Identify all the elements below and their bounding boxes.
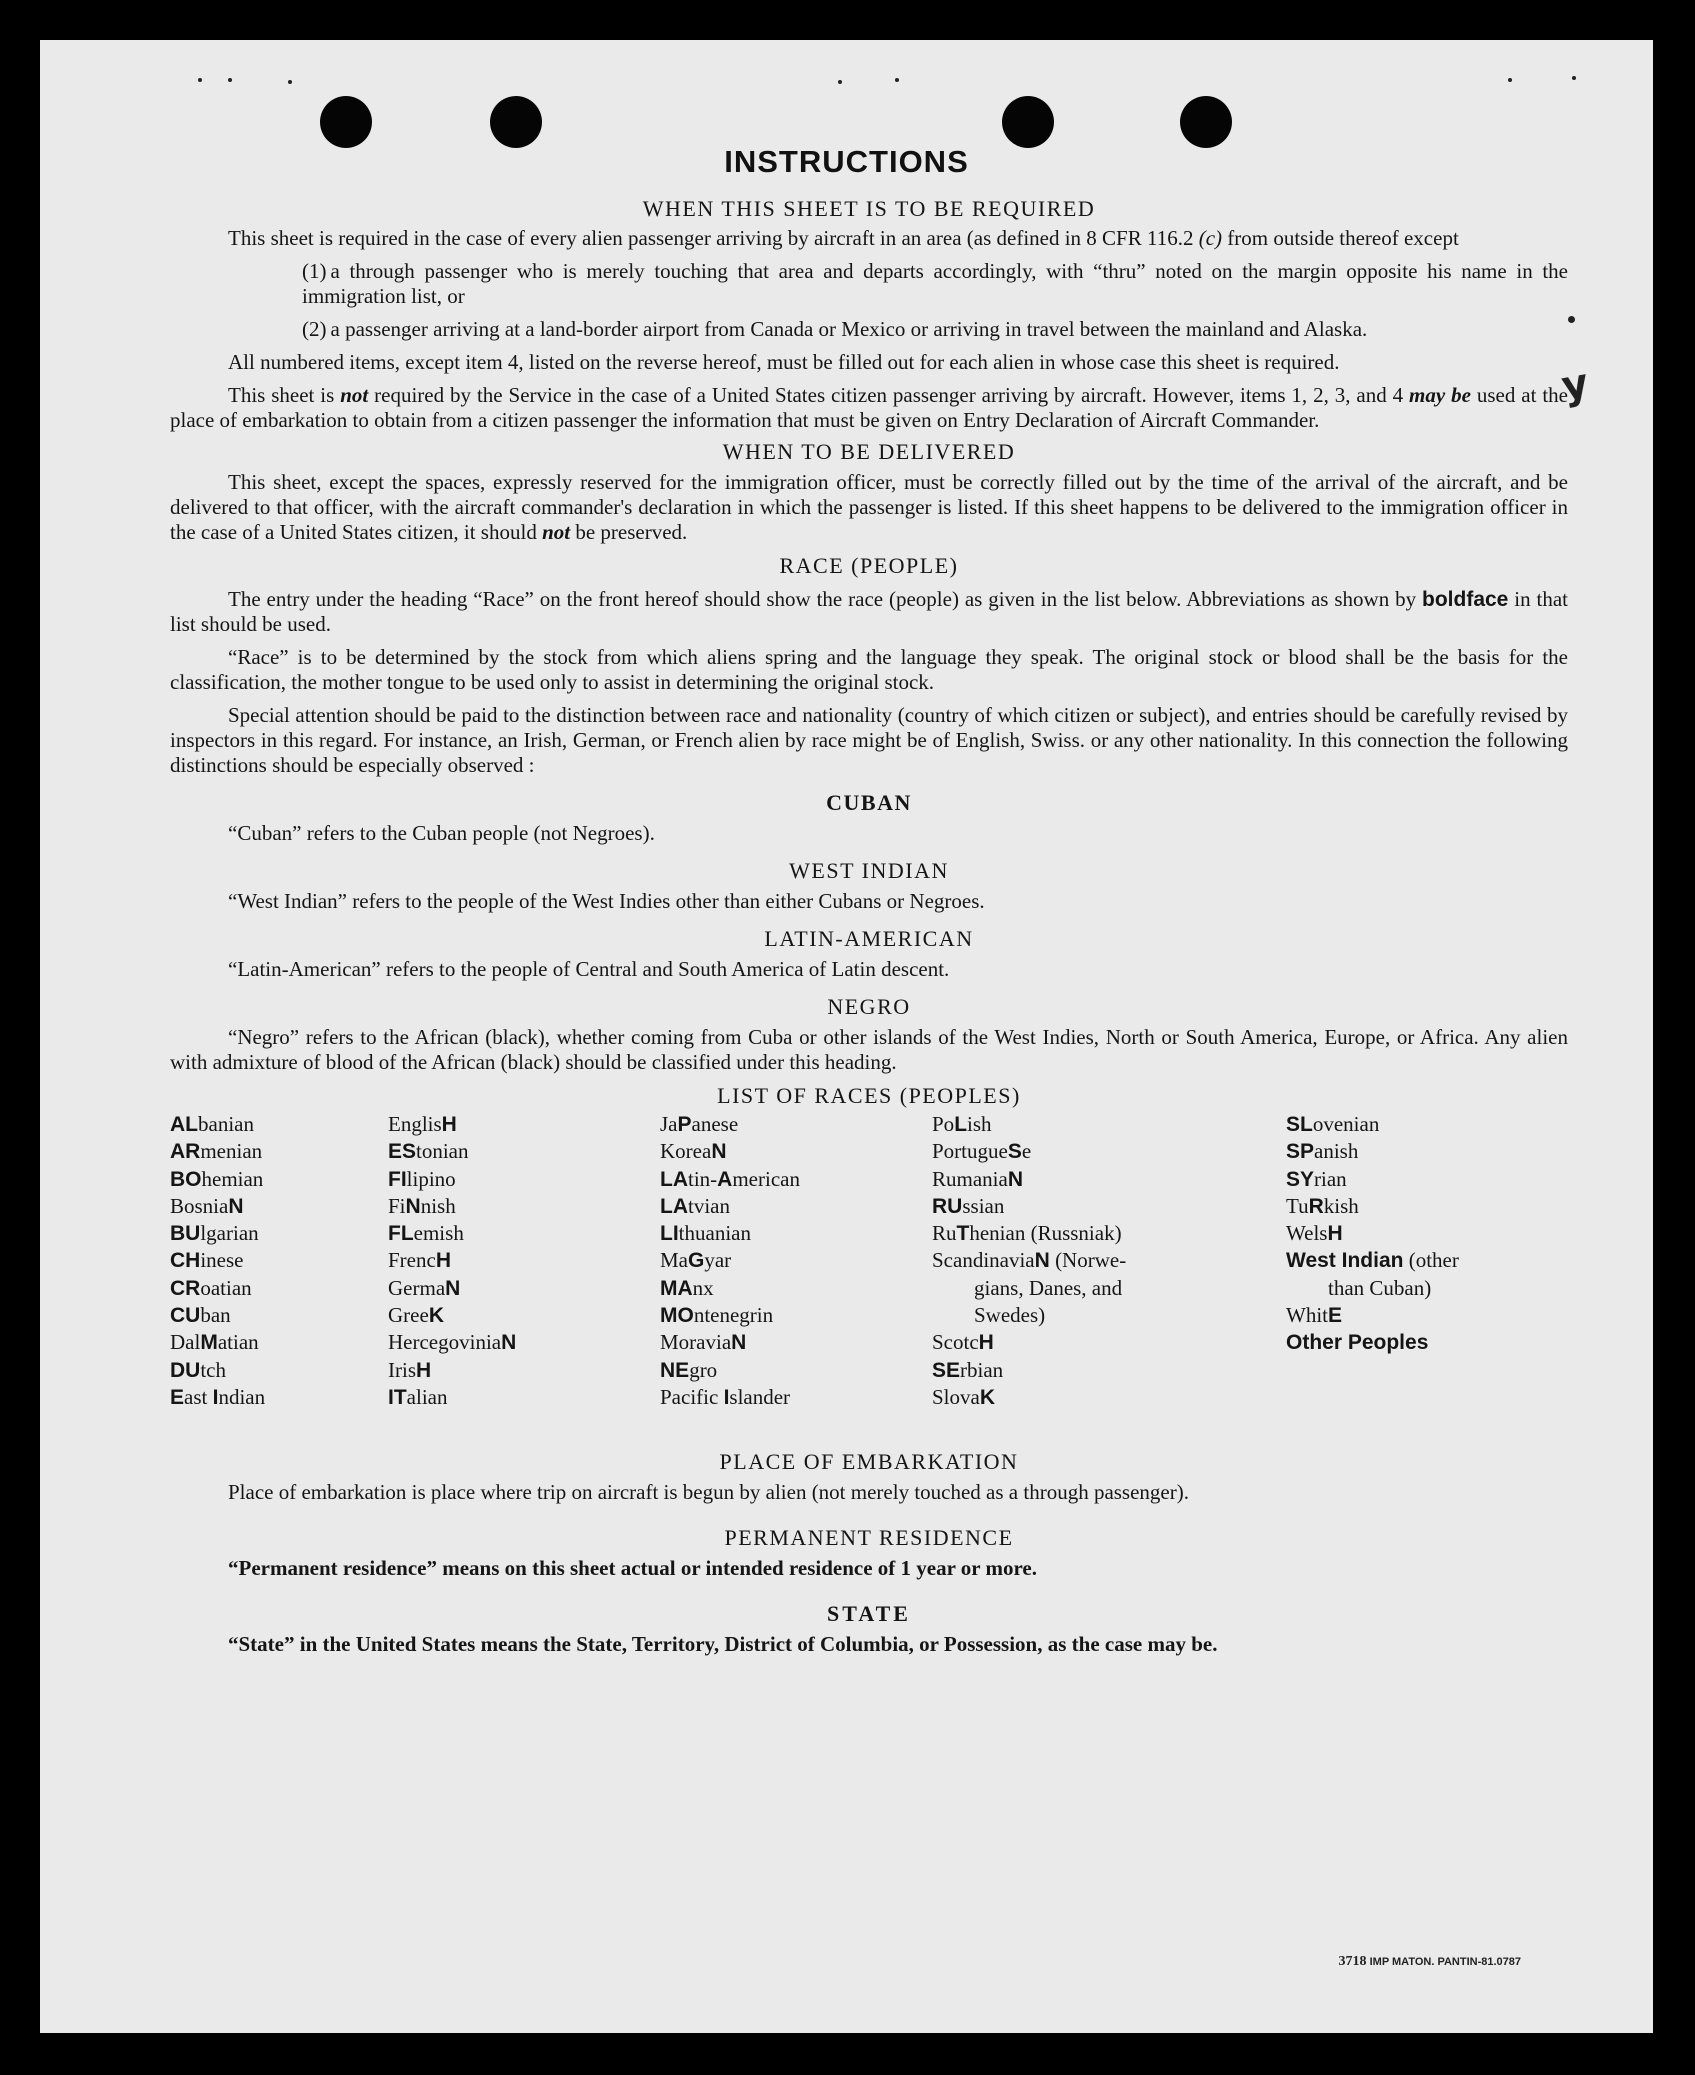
race-entry [1286,1329,1459,1356]
race-entry [1286,1138,1459,1165]
race-text: P [677,1113,692,1136]
race-entry [1286,1111,1459,1138]
speck [288,80,292,84]
race-entry [170,1275,265,1302]
race-text: I [723,1385,730,1409]
race-text: Hercegovinia [388,1330,502,1355]
race-entry [170,1384,265,1411]
race-text: CU [170,1304,201,1328]
race-text: BO [170,1167,202,1191]
race-text: hemian [201,1166,264,1191]
race-text: ndian [218,1384,266,1409]
race-text: Iris [388,1357,416,1382]
race-text: kish [1323,1193,1359,1218]
race-text: IT [388,1385,407,1409]
document-sheet [40,40,1653,2033]
paragraph: “State” in the United States means the State, Territory, District of Columbia, or Possession, as the case may be. [228,1632,1218,1656]
race-text: oatian [200,1275,252,1300]
race-text: Swedes) [974,1303,1046,1328]
race-text: RU [932,1194,963,1218]
race-text: ish [967,1112,992,1136]
race-text: menian [200,1139,263,1164]
instructions-body [170,192,1568,1657]
races-column-4 [932,1111,1126,1411]
paragraph: Place of embarkation is place where trip on aircraft is begun by alien (not merely touched as a through passenger). [228,1480,1189,1504]
race-text: Tu [1286,1193,1309,1218]
race-text: Whit [1286,1303,1328,1328]
race-text: tvian [688,1193,730,1218]
race-text: BU [170,1222,201,1246]
speck [1508,78,1512,82]
race-text: atian [217,1330,259,1355]
race-entry [388,1166,516,1193]
race-entry [170,1138,265,1165]
paragraph: “Cuban” refers to the Cuban people (not Negroes). [228,821,655,845]
race-entry [932,1111,1126,1138]
race-text: Other Peoples [1286,1331,1429,1355]
race-text: N [1007,1167,1023,1191]
race-text: Englis [388,1112,442,1136]
race-text: ast [184,1384,213,1409]
race-text: ovenian [1312,1112,1380,1136]
race-text: yar [704,1248,732,1273]
race-text: (Norwe- [1049,1248,1127,1273]
race-text: alian [406,1384,448,1409]
race-entry [932,1138,1126,1165]
race-text: rbian [960,1357,1004,1382]
exception-item-2: (2) a passenger arriving at a land-border airport from Canada or Mexico or arriving in travel between the mainland and Alaska. [302,317,1368,341]
race-text: Germa [388,1275,446,1300]
race-entry [388,1220,516,1247]
race-text: Ja [660,1112,678,1136]
race-text: FL [388,1222,414,1246]
race-text: E [1328,1304,1343,1328]
page-title: INSTRUCTIONS [724,144,969,179]
race-entry [932,1247,1126,1274]
race-text: K [428,1304,444,1328]
race-text: L [954,1113,968,1136]
speck [228,78,232,82]
race-text: CR [170,1276,201,1300]
printer-imprint: IMP MATON. PANTIN-81.0787 [1369,1956,1521,1968]
race-entry [170,1302,265,1329]
race-text: gro [689,1357,718,1382]
race-text: Fi [388,1193,406,1218]
race-text: Slova [932,1384,980,1409]
exception-item-1: (1) a through passenger who is merely touching that area and departs accordingly, with “thru” noted on the margin opposite his name in the immigration list, or [302,259,1568,308]
race-text: N [1034,1249,1050,1273]
race-text: N [405,1194,421,1218]
race-entry [388,1384,516,1411]
race-text: Portugue [932,1139,1008,1164]
race-text: Scotc [932,1330,979,1355]
section-heading-required: WHEN THIS SHEET IS TO BE REQUIRED [642,196,1096,221]
race-text: I [212,1385,219,1409]
race-entry [660,1220,800,1247]
races-column-2 [388,1111,516,1411]
race-text: Wels [1286,1221,1328,1246]
race-entry [170,1357,265,1384]
section-heading-west-indian: WEST INDIAN [789,858,949,883]
race-text: ban [200,1303,231,1328]
race-text: N [445,1276,461,1300]
race-text: ntenegrin [693,1303,774,1328]
race-text: Rumania [932,1166,1008,1191]
punch-hole [490,96,542,148]
race-entry [932,1329,1126,1356]
race-text: thuanian [678,1221,751,1246]
race-text: AL [170,1113,198,1136]
race-text: Korea [660,1139,712,1164]
paragraph: “West Indian” refers to the people of the West Indies other than either Cubans or Negroes. [228,889,985,913]
race-entry [1286,1302,1459,1329]
race-text: gians, Danes, and [974,1275,1123,1300]
race-text: Ru [932,1221,957,1246]
race-text: Po [932,1112,955,1136]
paragraph: This sheet is required in the case of every alien passenger arriving by aircraft in an area (as defined in 8 CFR 116.2 (c) from outside thereof except [228,226,1459,250]
race-entry [1286,1193,1459,1220]
speck [838,80,842,84]
race-entry [660,1302,800,1329]
section-heading-race: RACE (PEOPLE) [779,553,959,578]
race-text: tonian [416,1139,469,1164]
race-entry [660,1275,800,1302]
races-column-3 [660,1111,800,1411]
race-entry [1286,1166,1459,1193]
race-entry [170,1166,265,1193]
paragraph: This sheet is not required by the Service in the case of a United States citizen passenger arriving by aircraft. However, items 1, 2, 3, and 4 may be used at the place of embarkation to obtain from a citizen passenger the information that must be given on Entry Declaration of Aircraft Commander. [170,383,1568,432]
race-entry [932,1275,1126,1302]
race-entry [932,1384,1126,1411]
punch-hole [1002,96,1054,148]
race-text: e [1021,1139,1032,1164]
race-text: N [731,1331,747,1355]
race-text: K [979,1385,996,1409]
race-text: Ma [660,1248,688,1273]
race-entry [388,1247,516,1274]
race-text: tin- [688,1166,718,1191]
race-entry [170,1329,265,1356]
race-text: NE [660,1358,690,1382]
race-text: than Cuban) [1328,1275,1432,1300]
paragraph: All numbered items, except item 4, listed on the reverse hereof, must be filled out for each alien in whose case this sheet is required. [228,350,1340,374]
races-column-1 [170,1111,265,1411]
race-entry [388,1275,516,1302]
race-entry [388,1111,516,1138]
race-entry [170,1111,265,1138]
race-entry [660,1384,800,1411]
race-text: H [435,1249,451,1273]
race-entry [660,1138,800,1165]
race-text: Bosnia [170,1193,229,1218]
section-heading-residence: PERMANENT RESIDENCE [724,1525,1014,1550]
race-entry [660,1166,800,1193]
race-entry [1286,1247,1459,1274]
race-text: G [688,1249,705,1273]
race-text: LA [660,1167,688,1191]
race-entry [170,1220,265,1247]
race-text: N [711,1140,727,1164]
section-heading-state: STATE [827,1601,911,1626]
race-entry [660,1247,800,1274]
paragraph: The entry under the heading “Race” on the front hereof should show the race (people) as given in the list below. Abbreviations as shown by boldface in that list should be used. [170,587,1568,636]
race-text: Pacific [660,1384,724,1409]
race-text: FI [388,1167,407,1191]
race-entry [660,1111,800,1138]
race-entry [388,1329,516,1356]
race-text: A [717,1167,733,1191]
race-text: Frenc [388,1248,436,1273]
race-text: ES [388,1140,417,1164]
form-footer [1339,1954,1521,1970]
section-heading-latin-american: LATIN-AMERICAN [764,926,974,951]
race-text: S [1007,1140,1022,1164]
race-entry [1286,1275,1459,1302]
race-entry [932,1302,1126,1329]
section-heading-delivered: WHEN TO BE DELIVERED [722,439,1016,464]
race-entry [388,1193,516,1220]
race-entry [170,1193,265,1220]
race-entry [932,1166,1126,1193]
race-entry [932,1357,1126,1384]
race-text: lipino [406,1166,456,1191]
race-text: West Indian [1286,1249,1404,1273]
race-text: CH [170,1249,201,1273]
race-entry [660,1193,800,1220]
race-text: rian [1314,1166,1347,1191]
race-text: inese [200,1248,244,1273]
speck [895,78,899,82]
race-text: AR [170,1140,201,1164]
race-entry [388,1302,516,1329]
race-text: T [956,1222,970,1246]
race-text: anese [691,1112,739,1136]
speck [198,78,202,82]
race-entry [932,1193,1126,1220]
race-text: Scandinavia [932,1248,1035,1273]
race-text: merican [732,1166,800,1191]
section-heading-cuban: CUBAN [826,790,912,815]
race-text: H [978,1331,994,1355]
paragraph: “Negro” refers to the African (black), whether coming from Cuba or other islands of the West Indies, North or South America, Europe, or Africa. Any alien with admixture of blood of the African (black) should be classified under this heading. [170,1025,1568,1074]
races-column-5 [1286,1111,1459,1357]
race-text: henian (Russniak) [969,1221,1122,1246]
speck [1572,76,1576,80]
race-text: M [200,1331,218,1355]
paragraph: “Permanent residence” means on this sheet actual or intended residence of 1 year or more. [228,1556,1037,1580]
races-list [170,1111,1568,1439]
punch-hole [1180,96,1232,148]
race-text: SY [1286,1167,1315,1191]
pen-mark: y [1558,360,1592,410]
race-text: SE [932,1358,961,1382]
race-text: Gree [388,1303,429,1328]
race-text: LI [660,1222,679,1246]
section-heading-negro: NEGRO [827,994,911,1019]
speck [1568,316,1575,323]
race-text: banian [198,1112,254,1136]
section-heading-embarkation: PLACE OF EMBARKATION [719,1449,1019,1474]
race-entry [170,1247,265,1274]
race-entry [1286,1220,1459,1247]
race-text: MO [660,1304,694,1328]
race-text: anish [1314,1139,1359,1164]
race-text: DU [170,1358,201,1382]
race-entry [388,1138,516,1165]
punch-hole [320,96,372,148]
paragraph: “Race” is to be determined by the stock from which aliens spring and the language they speak. The original stock or blood shall be the basis for the classification, the mother tongue to be used only to assist in determining the original stock. [170,645,1568,694]
race-text: SP [1286,1140,1315,1164]
race-text: Moravia [660,1330,732,1355]
race-text: LA [660,1194,688,1218]
race-text: Dal [170,1330,201,1355]
race-entry [660,1357,800,1384]
race-text: tch [200,1357,226,1382]
race-entry [388,1357,516,1384]
race-text: nx [692,1275,714,1300]
race-text: emish [413,1221,464,1246]
race-text: H [441,1113,457,1136]
race-text: SL [1286,1113,1313,1136]
form-number: 3718 [1338,1954,1367,1969]
paragraph: Special attention should be paid to the distinction between race and nationality (country of which citizen or subject), and entries should be carefully revised by inspectors in this regard. For instance, an Irish, German, or French alien by race might be of English, Swiss. or any other nationality. In this connection the following distinctions should be especially observed : [170,703,1568,777]
paragraph: This sheet, except the spaces, expressly reserved for the immigration officer, must be correctly filled out by the time of the arrival of the aircraft, and be delivered to that officer, with the aircraft commander's declaration in which the passenger is listed. If this sheet happens to be delivered to the immigration officer in the case of a United States citizen, it should not be preserved. [170,470,1568,544]
race-text: nish [420,1193,456,1218]
race-text: H [416,1358,432,1382]
race-text: slander [729,1384,791,1409]
race-text: H [1327,1222,1343,1246]
race-text: (other [1403,1248,1459,1273]
race-entry [660,1329,800,1356]
race-text: N [501,1331,517,1355]
race-text: ssian [962,1193,1005,1218]
race-text: MA [660,1276,693,1300]
race-text: lgarian [200,1221,259,1246]
race-text: N [228,1194,244,1218]
race-text: E [170,1385,185,1409]
paragraph: “Latin-American” refers to the people of Central and South America of Latin descent. [228,957,950,981]
race-text: R [1308,1194,1324,1218]
race-entry [932,1220,1126,1247]
races-list-heading: LIST OF RACES (PEOPLES) [717,1083,1021,1108]
